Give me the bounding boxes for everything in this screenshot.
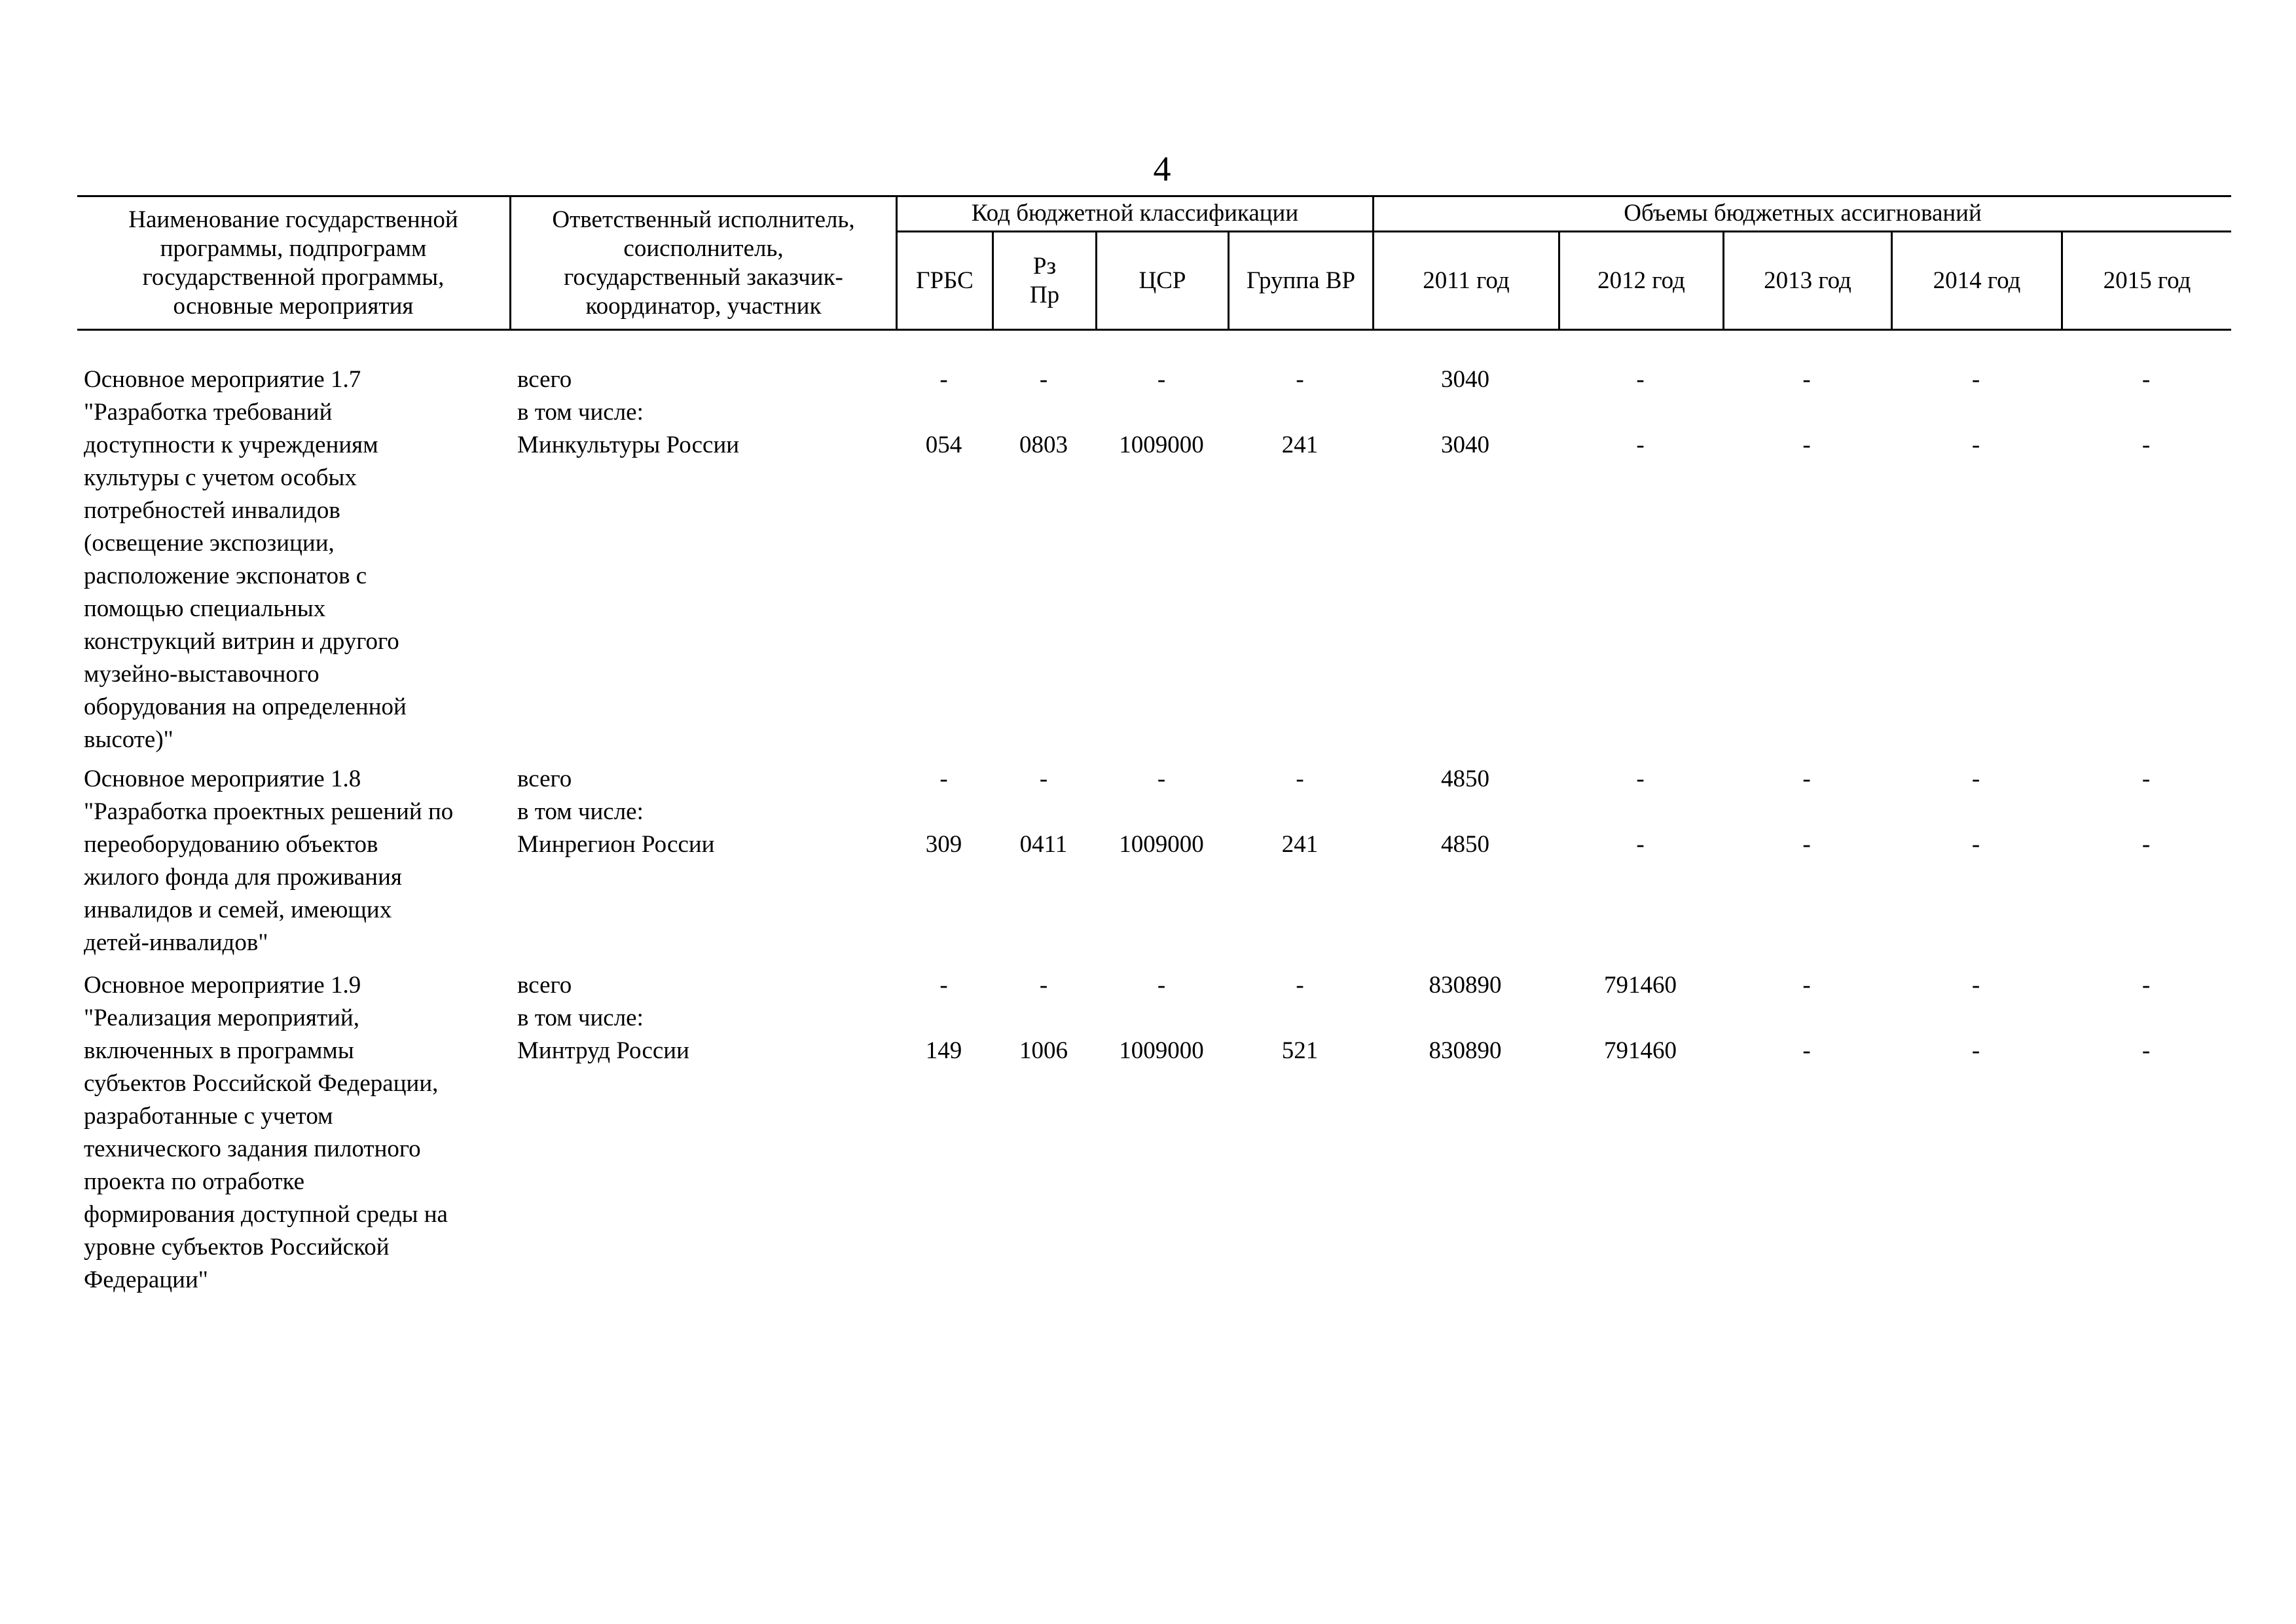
value-year-2012: - <box>1636 831 1645 858</box>
value-group-vr: 521 <box>1281 1037 1319 1064</box>
value-year-2011: 4850 <box>1441 766 1489 792</box>
value-csr: 1009000 <box>1119 831 1204 858</box>
value-csr: 1009000 <box>1119 432 1204 458</box>
value-csr: - <box>1157 366 1166 393</box>
header-executor: Ответственный исполнитель, соисполнитель, государственный заказчик- координатор, участник <box>552 206 855 320</box>
value-year-2014: - <box>1971 432 1980 458</box>
value-group-vr: - <box>1296 766 1304 792</box>
value-group-vr: 241 <box>1281 831 1319 858</box>
value-grbs: 309 <box>925 831 962 858</box>
value-year-2015: - <box>2141 366 2151 393</box>
value-year-2014: - <box>1971 766 1980 792</box>
value-year-2011: 830890 <box>1429 1037 1502 1064</box>
header-budget-volumes-group: Объемы бюджетных ассигнований <box>1624 200 1982 227</box>
total-label: всего <box>517 766 572 792</box>
header-group-vr: Группа ВР <box>1246 267 1356 294</box>
value-year-2013: - <box>1802 1037 1811 1064</box>
value-year-2014: - <box>1971 972 1980 999</box>
value-year-2014: - <box>1971 831 1980 858</box>
value-year-2013: - <box>1802 766 1811 792</box>
value-year-2015: - <box>2141 831 2151 858</box>
including-label: в том числе: <box>517 1005 644 1031</box>
total-label: всего <box>517 366 572 393</box>
table-header <box>77 195 2231 331</box>
value-year-2012: 791460 <box>1604 1037 1677 1064</box>
value-year-2015: - <box>2141 432 2151 458</box>
value-year-2015: - <box>2141 766 2151 792</box>
header-program-name: Наименование государственной программы, подпрограмм государственной программы, основные мероприятия <box>128 206 458 320</box>
header-grbs: ГРБС <box>916 267 974 294</box>
value-year-2012: 791460 <box>1604 972 1677 999</box>
value-group-vr: - <box>1296 972 1304 999</box>
executor-name: Минкультуры России <box>517 432 740 458</box>
header-rz-pr: Рз Пр <box>1029 252 1060 308</box>
executor-name: Минрегион России <box>517 831 715 858</box>
header-year-2012: 2012 год <box>1597 267 1685 294</box>
including-label: в том числе: <box>517 399 644 426</box>
header-bottom-rule <box>77 329 2231 331</box>
executor-name: Минтруд России <box>517 1037 689 1064</box>
value-year-2011: 3040 <box>1441 366 1489 393</box>
value-year-2012: - <box>1636 366 1645 393</box>
value-year-2014: - <box>1971 1037 1980 1064</box>
value-year-2013: - <box>1802 366 1811 393</box>
value-grbs: 149 <box>925 1037 962 1064</box>
activity-name: Основное мероприятие 1.8 "Разработка проектных решений по переоборудованию объектов жилого фонда для проживания инвалидов и семей, имеющих детей-инвалидов" <box>84 766 454 956</box>
value-grbs: 054 <box>925 432 962 458</box>
header-csr: ЦСР <box>1139 267 1186 294</box>
value-rz-pr: - <box>1039 766 1048 792</box>
value-grbs: - <box>939 766 948 792</box>
value-grbs: - <box>939 366 948 393</box>
value-rz-pr: 0803 <box>1019 432 1068 458</box>
value-group-vr: 241 <box>1281 432 1319 458</box>
value-csr: - <box>1157 972 1166 999</box>
value-year-2014: - <box>1971 366 1980 393</box>
value-year-2011: 830890 <box>1429 972 1502 999</box>
header-year-2013: 2013 год <box>1764 267 1851 294</box>
value-csr: - <box>1157 766 1166 792</box>
value-year-2012: - <box>1636 432 1645 458</box>
value-year-2011: 3040 <box>1441 432 1489 458</box>
value-year-2011: 4850 <box>1441 831 1489 858</box>
value-year-2015: - <box>2141 972 2151 999</box>
value-grbs: - <box>939 972 948 999</box>
total-label: всего <box>517 972 572 999</box>
including-label: в том числе: <box>517 798 644 825</box>
value-group-vr: - <box>1296 366 1304 393</box>
value-year-2015: - <box>2141 1037 2151 1064</box>
value-rz-pr: - <box>1039 972 1048 999</box>
header-budget-code-group: Код бюджетной классификации <box>971 200 1299 227</box>
value-rz-pr: 1006 <box>1019 1037 1068 1064</box>
value-rz-pr: 0411 <box>1019 831 1068 858</box>
activity-name: Основное мероприятие 1.7 "Разработка требований доступности к учреждениям культуры с учетом особых потребностей инвалидов (освещение экспозиции, расположение экспонатов с помощью специальных конструкций витрин и другого музейно-выставочного оборудования на определенной высоте)" <box>84 366 407 753</box>
value-csr: 1009000 <box>1119 1037 1204 1064</box>
header-year-2014: 2014 год <box>1933 267 2021 294</box>
value-year-2012: - <box>1636 766 1645 792</box>
header-year-2015: 2015 год <box>2103 267 2191 294</box>
activity-name: Основное мероприятие 1.9 "Реализация мероприятий, включенных в программы субъектов Российской Федерации, разработанные с учетом технического задания пилотного проекта по отработке формирования доступной среды на уровне субъектов Российской Федерации" <box>84 972 448 1293</box>
value-year-2013: - <box>1802 831 1811 858</box>
value-year-2013: - <box>1802 972 1811 999</box>
value-rz-pr: - <box>1039 366 1048 393</box>
header-year-2011: 2011 год <box>1423 267 1510 294</box>
value-year-2013: - <box>1802 432 1811 458</box>
page-number: 4 <box>1153 149 1171 189</box>
